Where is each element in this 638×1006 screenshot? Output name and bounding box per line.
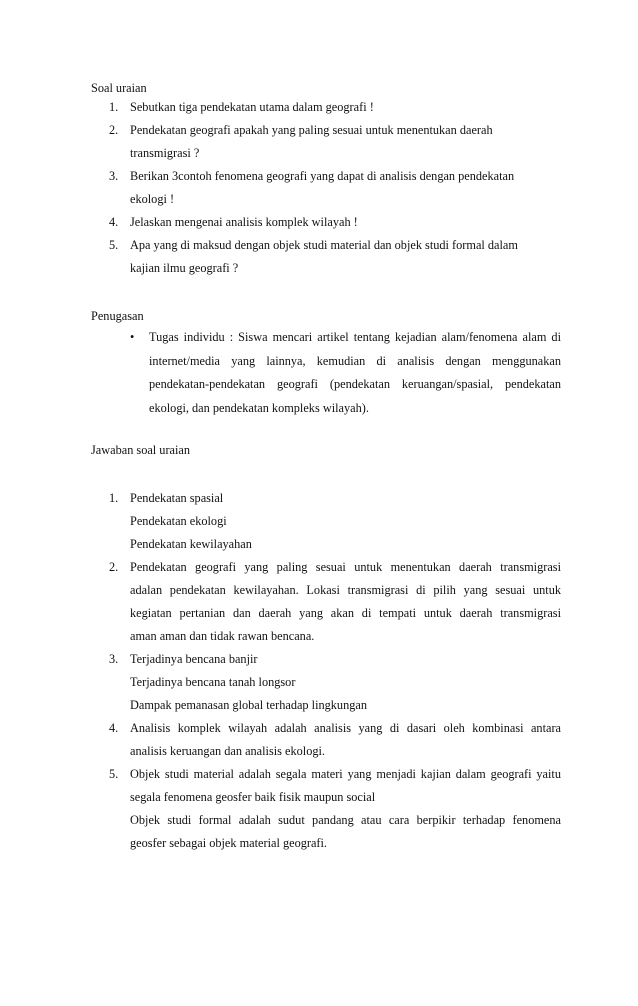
- item-line: segala fenomena geosfer baik fisik maupun social: [130, 790, 376, 804]
- item-line: Sebutkan tiga pendekatan utama dalam geografi !: [130, 100, 374, 114]
- bullet-icon: •: [130, 330, 135, 344]
- jawaban-list: [91, 487, 561, 855]
- item-line: Objek studi material adalah segala materi yang menjadi kajian dalam geografi yaitu: [130, 767, 561, 781]
- item-line: transmigrasi ?: [130, 146, 200, 160]
- list-item: [91, 763, 561, 855]
- list-item: [91, 119, 561, 165]
- item-line: Pendekatan spasial: [130, 491, 224, 505]
- soal-uraian-list: [91, 96, 561, 280]
- item-number: 4.: [109, 721, 119, 735]
- item-line: Pendekatan kewilayahan: [130, 537, 252, 551]
- item-line: Jelaskan mengenai analisis komplek wilayah !: [130, 215, 358, 229]
- list-item: [91, 326, 561, 420]
- item-number: 1.: [109, 491, 119, 505]
- item-line: Pendekatan geografi yang paling sesuai untuk menentukan daerah transmigrasi: [130, 560, 561, 574]
- item-number: 2.: [109, 560, 119, 574]
- item-number: 3.: [109, 652, 119, 666]
- item-line: ekologi, dan pendekatan kompleks wilayah).: [149, 400, 369, 415]
- item-line: kegiatan pertanian dan daerah yang akan di tempati untuk daerah transmigrasi: [130, 606, 561, 620]
- item-line: Terjadinya bencana tanah longsor: [130, 675, 296, 689]
- item-line: Dampak pemanasan global terhadap lingkungan: [130, 698, 367, 712]
- item-line: ekologi !: [130, 192, 175, 206]
- item-line: Analisis komplek wilayah adalah analisis yang di dasari oleh kombinasi antara: [130, 721, 561, 735]
- item-line: geosfer sebagai objek material geografi.: [130, 836, 328, 850]
- item-number: 5.: [109, 767, 119, 781]
- list-item: [91, 211, 561, 234]
- list-item: [91, 234, 561, 280]
- penugasan-list: [91, 326, 561, 420]
- item-line: analisis keruangan dan analisis ekologi.: [130, 744, 325, 758]
- jawaban-heading: Jawaban soal uraian: [91, 443, 191, 457]
- list-item: [91, 648, 561, 717]
- item-line: Objek studi formal adalah sudut pandang atau cara berpikir terhadap fenomena: [130, 813, 561, 827]
- item-line: Berikan 3contoh fenomena geografi yang dapat di analisis dengan pendekatan: [130, 169, 515, 183]
- soal-uraian-heading: Soal uraian: [91, 81, 147, 95]
- item-line: internet/media yang lainnya, kemudian di analisis dengan menggunakan: [149, 353, 561, 368]
- item-number: 4.: [109, 215, 119, 229]
- item-number: 1.: [109, 100, 119, 114]
- item-line: Tugas individu : Siswa mencari artikel tentang kejadian alam/fenomena alam di: [149, 330, 561, 344]
- item-number: 3.: [109, 169, 119, 183]
- item-line: Apa yang di maksud dengan objek studi material dan objek studi formal dalam: [130, 238, 518, 252]
- item-line: kajian ilmu geografi ?: [130, 261, 239, 275]
- item-number: 5.: [109, 238, 119, 252]
- list-item: [91, 556, 561, 648]
- list-item: [91, 717, 561, 763]
- list-item: [91, 96, 561, 119]
- item-line: aman aman dan tidak rawan bencana.: [130, 629, 315, 643]
- list-item: [91, 487, 561, 556]
- item-line: adalan pendekatan kewilayahan. Lokasi transmigrasi di pilih yang sesuai untuk: [130, 583, 561, 597]
- item-line: pendekatan-pendekatan geografi (pendekatan keruangan/spasial, pendekatan: [149, 377, 561, 391]
- list-item: [91, 165, 561, 211]
- item-line: Terjadinya bencana banjir: [130, 652, 258, 666]
- item-line: Pendekatan geografi apakah yang paling sesuai untuk menentukan daerah: [130, 123, 493, 137]
- penugasan-heading: Penugasan: [91, 309, 144, 323]
- item-line: Pendekatan ekologi: [130, 514, 227, 528]
- item-number: 2.: [109, 123, 119, 137]
